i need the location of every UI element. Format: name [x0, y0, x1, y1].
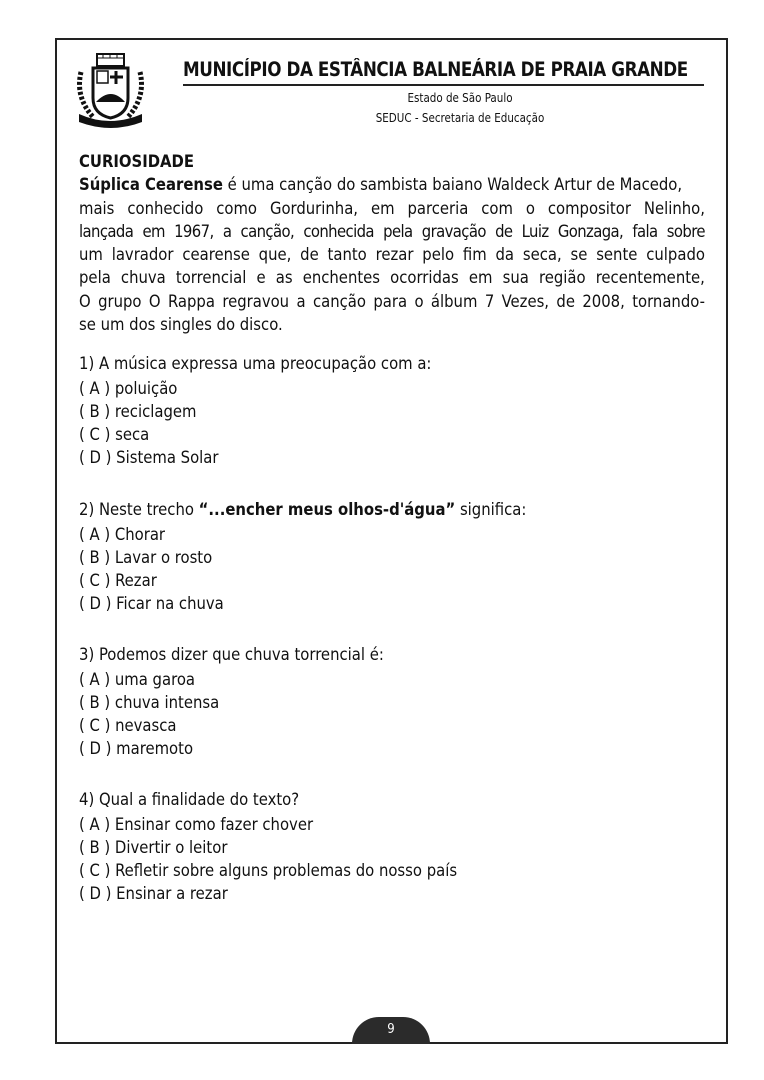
option-a: ( A ) poluição — [79, 379, 178, 398]
paragraph-line: um lavrador cearense que, de tanto rezar pelo fim da seca, se sente culpado — [79, 245, 705, 265]
question-text: 4) Qual a finalidade do texto? — [79, 790, 300, 809]
question-1 — [79, 352, 431, 469]
question-text — [79, 498, 526, 521]
department-name: SEDUC - Secretaria de Educação — [375, 110, 545, 125]
option-d: ( D ) Ficar na chuva — [79, 594, 224, 613]
title-underline — [183, 84, 704, 86]
question-text: 1) A música expressa uma preocupação com a: — [79, 354, 432, 373]
curiosity-section — [79, 150, 705, 336]
paragraph-line: lançada em 1967, a canção, conhecida pela gravação de Luiz Gonzaga, fala sobre — [79, 221, 705, 241]
option-a: ( A ) uma garoa — [79, 670, 195, 689]
option-c: ( C ) nevasca — [79, 716, 177, 735]
municipal-coat-of-arms-logo — [73, 52, 148, 132]
question-3 — [79, 643, 384, 760]
option-a: ( A ) Chorar — [79, 525, 166, 544]
paragraph-line: mais conhecido como Gordurinha, em parceria com o compositor Nelinho, — [79, 198, 705, 218]
question-text-pre: 2) Neste trecho — [79, 500, 199, 519]
paragraph-line — [79, 173, 705, 196]
option-b: ( B ) Divertir o leitor — [79, 838, 228, 857]
option-b: ( B ) reciclagem — [79, 402, 197, 421]
question-text: 3) Podemos dizer que chuva torrencial é: — [79, 645, 384, 664]
paragraph-line: se um dos singles do disco. — [79, 315, 283, 335]
question-2 — [79, 498, 526, 615]
option-d: ( D ) maremoto — [79, 739, 194, 758]
state-name: Estado de São Paulo — [407, 90, 513, 105]
paragraph-line: pela chuva torrencial e as enchentes ocorridas em sua região recentemente, — [79, 268, 705, 288]
municipality-title: MUNICÍPIO DA ESTÂNCIA BALNEÁRIA DE PRAIA GRANDE — [183, 58, 688, 81]
song-title: Súplica Cearense — [79, 175, 223, 195]
option-c: ( C ) Refletir sobre alguns problemas do nosso país — [79, 861, 458, 880]
paragraph-line: O grupo O Rappa regravou a canção para o álbum 7 Vezes, de 2008, tornando- — [79, 291, 705, 311]
option-d: ( D ) Ensinar a rezar — [79, 884, 228, 903]
quoted-excerpt: “...encher meus olhos-d'água” — [198, 500, 456, 519]
option-c: ( C ) seca — [79, 425, 150, 444]
option-b: ( B ) Lavar o rosto — [79, 548, 213, 567]
page-number: 9 — [352, 1017, 430, 1044]
option-b: ( B ) chuva intensa — [79, 693, 220, 712]
line-text: é uma canção do sambista baiano Waldeck Artur de Macedo, — [222, 175, 683, 195]
option-d: ( D ) Sistema Solar — [79, 448, 219, 467]
option-a: ( A ) Ensinar como fazer chover — [79, 815, 314, 834]
question-text-post: significa: — [455, 500, 527, 519]
option-c: ( C ) Rezar — [79, 571, 157, 590]
question-4 — [79, 788, 457, 905]
curiosity-heading: CURIOSIDADE — [79, 152, 195, 171]
